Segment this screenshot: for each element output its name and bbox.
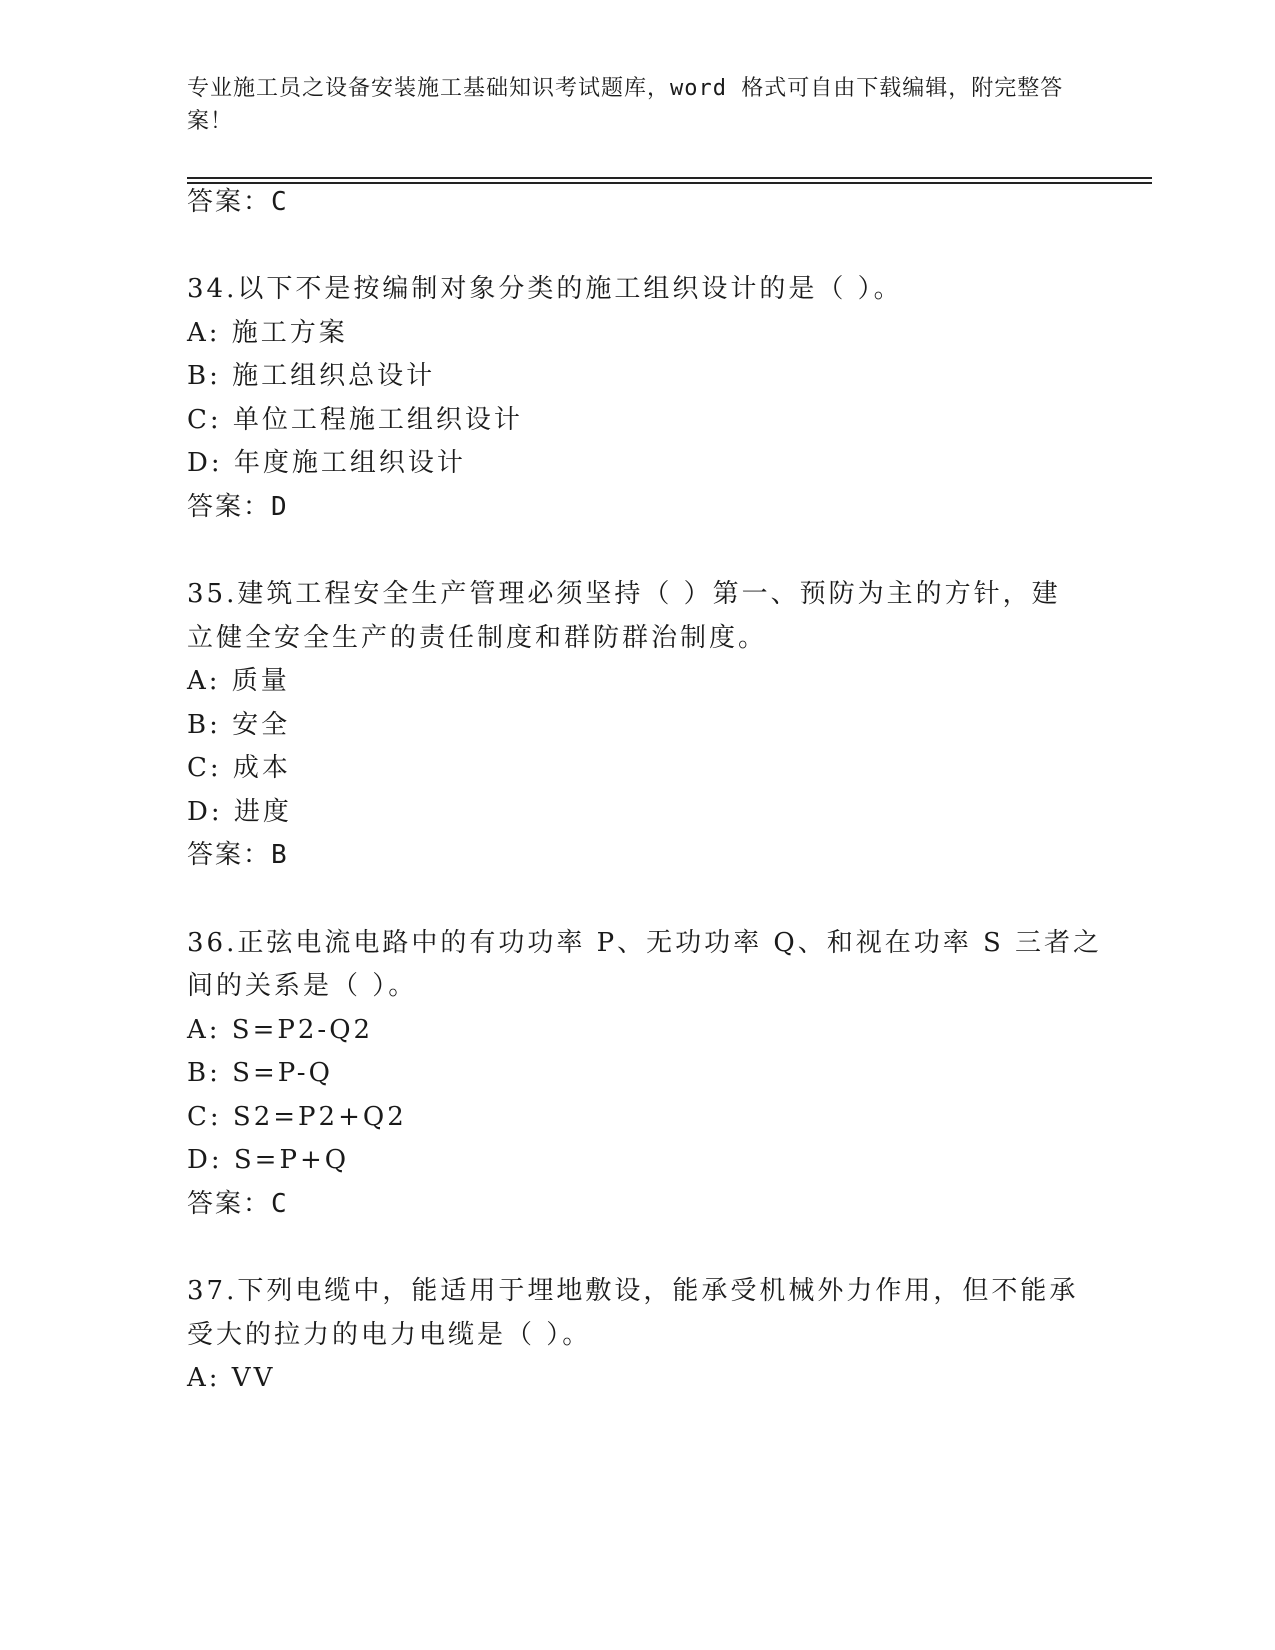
answer-prefix: 答案：	[187, 187, 272, 217]
question-34	[187, 267, 903, 312]
question-text-line2: 受大的拉力的电力电缆是（ ）。	[187, 1320, 592, 1350]
answer-prefix: 答案：	[187, 840, 272, 870]
answer-line	[187, 485, 289, 530]
answer-line	[187, 1182, 289, 1227]
answer-prefix: 答案：	[187, 492, 272, 522]
document-header: 专业施工员之设备安装施工基础知识考试题库，word 格式可自由下载编辑，附完整答案！	[187, 76, 1064, 134]
question-number: 36.	[187, 928, 238, 958]
question-number: 34.	[187, 274, 238, 304]
header-divider	[187, 177, 1152, 179]
question-text-line1: 下列电缆中，能适用于埋地敷设，能承受机械外力作用，但不能承	[237, 1276, 1079, 1306]
option-a: A: S=P2-Q2	[187, 1015, 374, 1045]
question-35	[187, 572, 1061, 617]
option-c: C: 成本	[187, 753, 291, 783]
answer-line	[187, 833, 289, 878]
question-number: 35.	[187, 579, 238, 609]
question-text-line2: 立健全安全生产的责任制度和群防群治制度。	[187, 623, 768, 653]
option-d: D: 年度施工组织设计	[187, 448, 466, 478]
question-text-line1: 正弦电流电路中的有功功率 P、无功功率 Q、和视在功率 S 三者之	[237, 928, 1103, 958]
option-d: D: S=P+Q	[187, 1145, 350, 1175]
option-c: C: 单位工程施工组织设计	[187, 405, 523, 435]
answer-line	[187, 180, 289, 225]
answer-prefix: 答案：	[187, 1189, 272, 1219]
option-a: A: 施工方案	[187, 318, 348, 348]
answer-value: C	[271, 187, 289, 217]
question-number: 37.	[187, 1276, 238, 1306]
option-b: B: 安全	[187, 710, 291, 740]
question-36	[187, 921, 1102, 966]
option-b: B: S=P-Q	[187, 1058, 333, 1088]
question-text-line2: 间的关系是（ ）。	[187, 971, 418, 1001]
answer-value: D	[271, 492, 289, 522]
answer-value: C	[271, 1189, 289, 1219]
header-divider-double	[187, 182, 1152, 184]
option-d: D: 进度	[187, 797, 292, 827]
option-b: B: 施工组织总设计	[187, 361, 436, 391]
question-37	[187, 1269, 1078, 1314]
option-a: A: 质量	[187, 666, 290, 696]
question-text-line1: 建筑工程安全生产管理必须坚持（ ）第一、预防为主的方针，建	[237, 579, 1061, 609]
answer-value: B	[271, 840, 289, 870]
option-c: C: S2=P2+Q2	[187, 1102, 407, 1132]
question-text: 以下不是按编制对象分类的施工组织设计的是（ ）。	[237, 274, 903, 304]
option-a: A: VV	[187, 1363, 276, 1393]
